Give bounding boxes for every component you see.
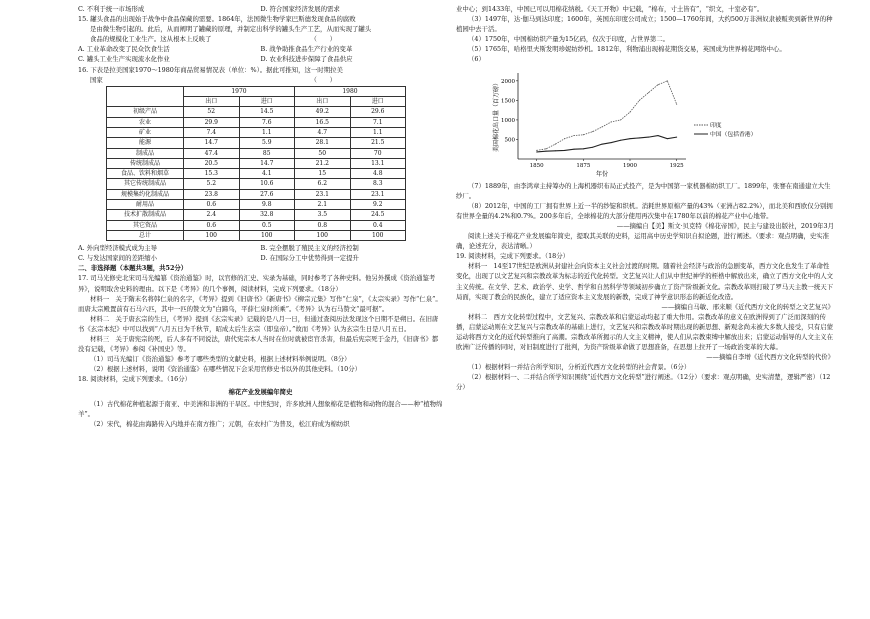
q14-options [78,4,443,14]
data-point [676,136,677,137]
value-cell: 23.8 [184,189,240,199]
data-point [630,111,631,112]
option-d[interactable]: D. 农业科技进步保障了食品供应 [260,55,353,64]
table-row [107,127,406,137]
data-point [602,143,603,144]
value-cell: 8.3 [350,179,406,189]
value-cell: 1.1 [350,127,406,137]
y-tick-label: 1000 [501,117,515,124]
y-axis-label: 美国棉花出口量（百万磅） [493,79,500,152]
data-point [564,138,565,139]
q17-stem: 17. 司马光修史北宋司马光编纂《资治通鉴》时，以官修的汇史、实录为基础，同时参考了各种史料。他另外撰成《资治通鉴考异》，说明取舍史料的理由。以下是《考异》的几个事例，阅读材料，完成下列要求。（18分） [78,274,436,293]
row-label-cell: 初级产品 [107,107,184,117]
row-label-cell: 传统制成品 [107,158,184,168]
data-point [611,142,612,143]
chronicle-item: （5）1765年，哈格里夫斯发明珍妮纺纱机。1812年，利物浦出现棉花期货交易，英国成为世界棉花网络中心。 [468,45,786,54]
value-cell: 15.3 [184,169,240,179]
y-tick-label: 1500 [501,97,515,104]
q19-material-2: 材料二 西方文化转型过程中，文艺复兴、宗教改革和启蒙运动均起了重大作用。宗教改革的意义在欧洲得到了广泛而深刻的传播，启蒙运动则在文艺复兴与宗教改革的基础上进行，文艺复兴和宗教改革时期出现的新思想、新观念尚未被大多数人接受，只有启蒙运动将西方文化的近代转型推向了高潮。宗教改革所揭示的人文主义精神，使人们从宗教束缚中解放出来；启蒙运动倡导的人文主义在欧洲广泛传播的同时，对旧制度进行了批判，为资产阶级革命做了思想准备，在思想上拉开了一场政治变革的大幕。 [456,312,834,352]
value-cell: 14.7 [184,138,240,148]
source-citation: ——摘编自【美】斯文·贝克特《棉花帝国》，民主与建设出版社，2019年3月 [616,221,834,230]
q17-material-2: 材料二 关于唐玄宗的生日，《考异》提到《玄宗实录》记载的是八月一日，但通过查阅历法发现这个日期不是朔日。在旧唐书《玄宗本纪》中可以找到“八月五日为千秋节，昭成太后生玄宗（即皇帝）。”故而《考异》认为玄宗生日是八月五日。 [78,314,439,333]
data-point [592,146,593,147]
q17-sub-1: （1）司马光编订《资治通鉴》参考了哪些类型的文献史料，根据上述材料举例说明。（8分） [90,355,351,364]
table-row [107,200,406,210]
q19-sub-1: （1）根据材料一并结合所学知识，分析近代西方文化转型的社会背景。（6分） [468,363,691,372]
data-point [574,148,575,149]
row-label-cell: 规模集约化制成品 [107,189,184,199]
q18-stem: 18. 阅读材料，完成下列要求。（16分） [78,375,191,384]
row-label-cell: 耐用品 [107,200,184,210]
value-cell: 7.4 [184,127,240,137]
data-point [639,99,640,100]
row-label-cell: 制成品 [107,148,184,158]
source-citation: ——摘编自马敏、邢来顺《近代西方文化的转型之文艺复兴》 [661,302,834,311]
data-point [630,138,631,139]
chronicle-title: 棉花产业发展编年简史 [228,387,293,396]
value-cell: 2.4 [184,210,240,220]
q17-material-1: 材料一 关于隋末名将韩仁泉的名字，《考异》提到《旧唐书》《新唐书》《柳宗元集》写作“仁泉”，《太宗实录》写作“仁泉”。而唐太宗殿置前有石马六匹，其中一匹的赞文为“白蹄乌，平薛仁泉时所乘”。《考异》认为石马赞文“最可据”。 [78,294,442,313]
data-point [648,92,649,93]
value-cell: 14.5 [239,107,295,117]
q16-options [78,253,443,263]
value-cell: 28.1 [295,138,351,148]
value-cell: 29.6 [350,107,406,117]
row-label-cell: 其它资品 [107,220,184,230]
table-row [107,189,406,199]
value-cell: 10.6 [239,179,295,189]
q17-material-3: 材料三 关于唐宪宗的死，后人多有不同说法，唐代宪宗本人当时在位时就被宦官杀害，但最后宪宗死于金丹，《旧唐书》都没有记载，《考异》参阅《补国史》等。 [78,335,439,354]
chronicle-item: （7）1889年，由李鸿章主持筹办的上海机器织布局正式投产，是为中国第一家机器棉纺织工厂。1899年，张謇在南通建立大生纱厂。 [456,181,831,200]
data-point [583,148,584,149]
row-label-cell: 食品、饮料和烟草 [107,169,184,179]
value-cell: 49.2 [295,107,351,117]
value-cell: 100 [295,230,351,240]
data-point [611,121,612,122]
option-c[interactable]: C. 罐头工业生产实现流水化作业 [78,55,170,64]
value-cell: 50 [295,148,351,158]
q17-sub-2: （2）根据上述材料，说明《资治通鉴》在哪些情况下会采用官修史书以外的其他史料。（10分） [90,365,362,374]
value-cell: 5.9 [239,138,295,148]
option-b[interactable]: B. 战争助推食品生产行业的变革 [260,45,353,54]
value-cell: 3.5 [295,210,351,220]
source-citation: ——摘编自李增《近代西方文化转型的代价》 [706,353,834,362]
value-cell: 9.2 [350,200,406,210]
value-cell: 6.2 [295,179,351,189]
option-c[interactable]: C. 不利于统一市场形成 [78,5,145,13]
data-point [676,103,677,104]
x-tick-label: 1850 [529,162,544,169]
year-header: 1980 [295,86,406,96]
data-point [620,119,621,120]
value-cell: 100 [350,230,406,240]
q15-options [78,44,443,54]
option-a[interactable]: A. 工业革命改变了民众饮食生活 [78,45,170,54]
data-point [658,135,659,136]
data-point [536,151,537,152]
value-cell: 2.1 [295,200,351,210]
chronicle-item: （2）宋代，棉花由海路传入内地并在南方推广；元朝，在农村广为普及，松江府成为棉纺织 [90,419,350,428]
value-cell: 20.5 [184,158,240,168]
sub-header: 进口 [239,97,295,107]
data-point [546,150,547,151]
section-heading: 二、非选择题（本题共3题，共52分） [78,264,188,273]
value-cell: 27.6 [239,189,295,199]
cotton-chart [456,67,834,179]
chronicle-item: （4）1750年，中国棉纺织产量为15亿码，仅次于印度，占世界第二。 [468,35,670,44]
value-cell: 100 [184,230,240,240]
series-line-0 [537,80,677,150]
chronicle-item: 业中心；到1433年，中国已可以用棉花纳税。《天工开物》中记载，“棉布，寸土皆有”，“织文，十室必有”。 [456,5,764,13]
data-point [667,138,668,139]
value-cell: 23.1 [350,189,406,199]
q19-stem: 19. 阅读材料，完成下列要求。（18分） [456,252,569,261]
table-row [107,210,406,220]
data-point [555,150,556,151]
data-point [546,148,547,149]
corner-cell [107,86,184,107]
chronicle-item: （8）2012年，中国的工厂拥有世界上近一半的纱锭和织机。消耗世界原棉产量的43%（亚洲占82.2%），而北美和西欧仅分别拥有世界全量的4.2%和0.7%。200多年后，全球棉花的大部分使用再次集中在1780年以前的棉花产业中心地带。 [456,201,833,220]
value-cell: 47.4 [184,148,240,158]
line-chart-svg [456,67,834,179]
x-tick-label: 1925 [669,162,684,169]
q16-line: 国家 （ ） [90,75,337,84]
value-cell: 14.7 [239,158,295,168]
table-row [107,117,406,127]
q15-line: 15. 罐头食品的出现始于战争中食品保藏的需要。1864年，法国微生物学家巴斯德发现食品的腐败 [78,15,356,24]
value-cell: 85 [239,148,295,158]
data-point [574,135,575,136]
value-cell: 70 [350,148,406,158]
row-label-cell: 其它传统制成品 [107,179,184,189]
value-cell: 0.5 [239,220,295,230]
data-point [602,126,603,127]
y-tick-label: 2000 [501,78,515,85]
value-cell: 1.1 [239,127,295,137]
data-point [583,134,584,135]
table-row [107,169,406,179]
q16-line: 16. 下表是拉美国家1970～1980年商品贸易情况表（单位：%）。据此可推知，这一时期拉美 [78,65,343,74]
value-cell: 5.2 [184,179,240,189]
table-row [107,179,406,189]
table-body [107,107,406,241]
value-cell: 4.1 [239,169,295,179]
option-c[interactable]: C. 与发达国家间的差距缩小 [78,254,158,263]
data-point [592,131,593,132]
table-row [107,138,406,148]
sub-header: 出口 [184,97,240,107]
trade-table [106,86,406,241]
option-a[interactable]: A. 外向型经济模式成为主导 [78,244,157,253]
data-point [536,149,537,150]
data-point [639,137,640,138]
row-label-cell: 总计 [107,230,184,240]
legend-label: 印度 [710,122,722,129]
value-cell: 24.5 [350,210,406,220]
legend-label: 中国（包括香港） [710,131,757,138]
chronicle-item: （6） [468,55,485,64]
value-cell: 4.7 [295,127,351,137]
value-cell: 0.4 [350,220,406,230]
x-axis-label: 年份 [595,170,609,178]
data-point [564,149,565,150]
value-cell: 52 [184,107,240,117]
value-cell: 21.5 [350,138,406,148]
value-cell: 7.1 [350,117,406,127]
value-cell: 16.5 [295,117,351,127]
value-cell: 23.1 [295,189,351,199]
value-cell: 0.6 [184,200,240,210]
value-cell: 15 [295,169,351,179]
option-d[interactable]: D. 符合国家经济发展的需求 [260,5,340,13]
table-row [107,107,406,117]
data-point [658,84,659,85]
row-label-cell: 农业 [107,117,184,127]
value-cell: 100 [239,230,295,240]
value-cell: 32.8 [239,210,295,220]
data-point [555,143,556,144]
value-cell: 0.8 [295,220,351,230]
q15-line: 是由微生物引起的。此后，从而阐明了罐藏的原理，并制定出科学的罐头生产工艺，从而实现了罐头 [90,25,372,34]
data-point [620,139,621,140]
value-cell: 4.8 [350,169,406,179]
value-cell: 7.6 [239,117,295,127]
q16-options [78,243,443,253]
right-column [456,4,834,393]
row-label-cell: 矿业 [107,127,184,137]
table-row [107,158,406,168]
chronicle-item: （1）古代棉花种植起源于南亚、中美洲和非洲的干旱区。中世纪时，许多欧洲人想象棉花是植物和动物的混合——种“植物绵羊”。 [78,399,443,418]
x-tick-label: 1875 [576,162,591,169]
q15-line: 食品的规模化工业生产。这从根本上反映了 （ ） [90,35,337,44]
value-cell: 29.9 [184,117,240,127]
value-cell: 9.8 [239,200,295,210]
q15-options [78,54,443,64]
row-label-cell: 技术扩散制成品 [107,210,184,220]
q19-material-1: 材料一 14至17世纪是欧洲从封建社会向资本主义社会过渡的时期。随着社会经济与政治的急剧变革，西方文化也发生了革命性变化，出现了以文艺复兴和宗教改革为标志的近代化转型。文艺复兴让人们从中世纪神学的桎梏中解放出来，确立了西方文化中的人文主义传统。在文学、艺术、政治学、史学、哲学和自然科学等领域初步确立了资产阶级新文化。宗教改革则打破了罗马天主教一统天下局面，实现了教会的民族化，建立了适应资本主义发展的新教，完成了神学意识形态的新近化改造。 [456,262,834,301]
option-b[interactable]: B. 完全摆脱了殖民主义的经济控制 [260,244,359,253]
series-line-1 [537,135,677,151]
chronicle-item: （3）1497年，达·伽马到达印度；1600年，英国东印度公司成立；1500—1760年间，大约500万非洲奴隶被贩卖到新世界的种植园中去干活。 [456,15,833,34]
value-cell: 21.2 [295,158,351,168]
option-d[interactable]: D. 在国际分工中优势得到一定提升 [260,254,359,263]
value-cell: 0.6 [184,220,240,230]
table-row [107,230,406,240]
table-row [107,148,406,158]
x-tick-label: 1900 [623,162,637,169]
sub-header: 出口 [295,97,351,107]
row-label-cell: 能源 [107,138,184,148]
y-tick-label: 500 [504,137,515,144]
value-cell: 13.1 [350,158,406,168]
task-text: 阅读上述关于棉花产业发展编年简史，提取其关联的史料，运用高中历史学知识自拟论题，进行阐述。（要求：观点明确，史实准确，论述充分，表达清晰。） [456,232,830,251]
sub-header: 进口 [350,97,406,107]
data-point [667,80,668,81]
year-header: 1970 [184,86,295,96]
left-column [78,4,443,429]
data-point [648,136,649,137]
q19-sub-2: （2）根据材料一、二并结合所学知识围绕“近代西方文化转型”进行阐述。（12分）（要求：观点明确，史实清楚，逻辑严密）（12分） [456,373,831,392]
table-row [107,220,406,230]
